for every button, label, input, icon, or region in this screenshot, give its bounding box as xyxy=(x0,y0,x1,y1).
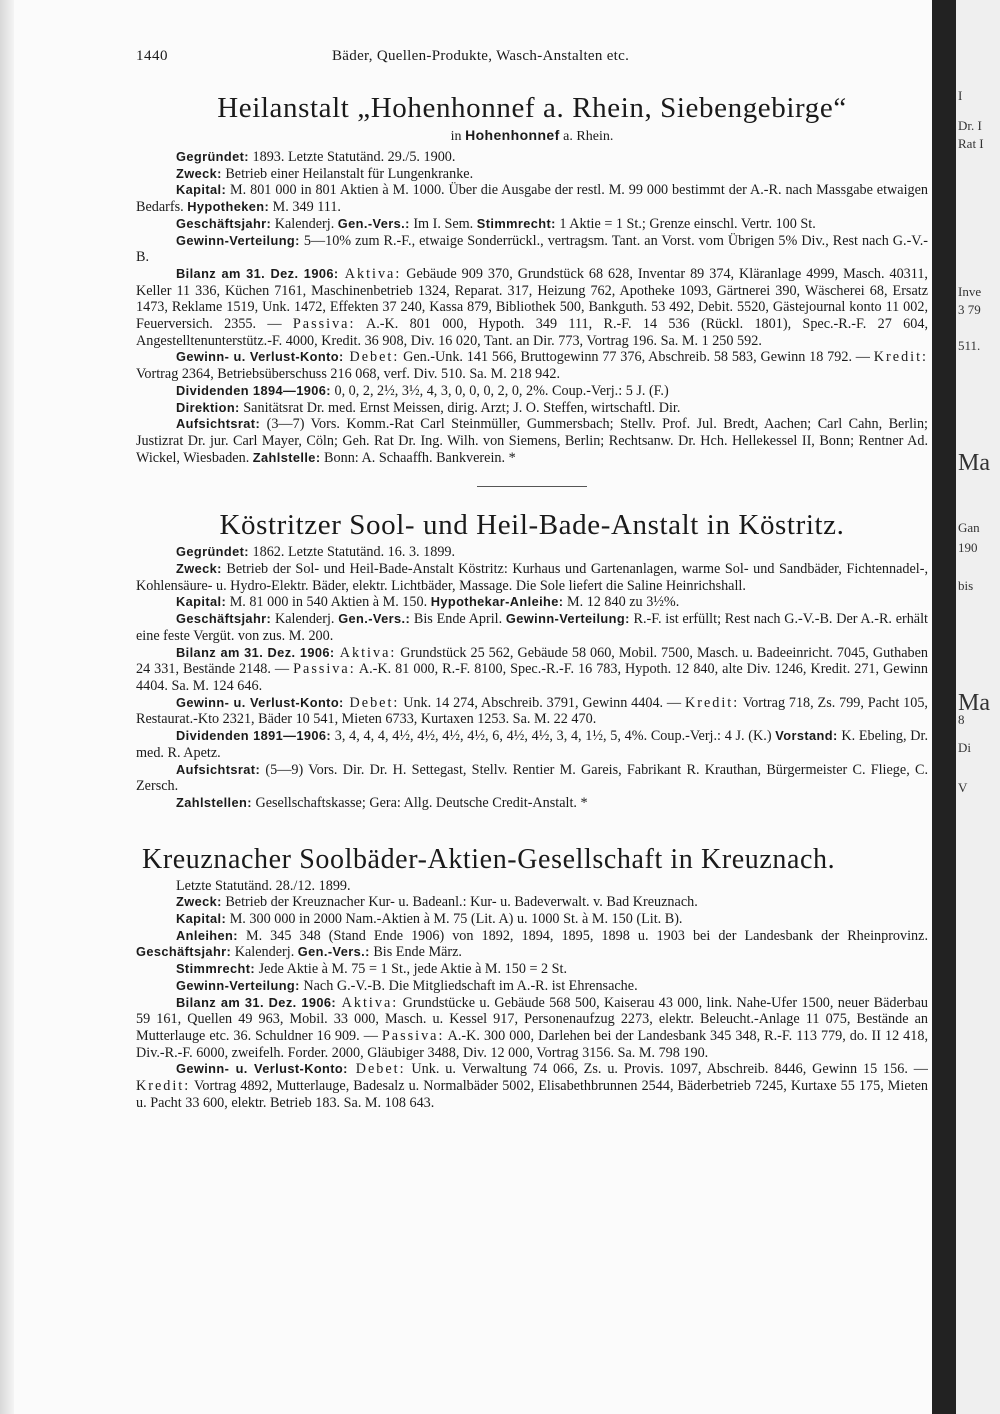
entry-paragraph xyxy=(136,978,928,995)
field-text: Vortrag 2364, Betriebsüberschuss 216 068, verf. Div. 510. Sa. M. 218 942. xyxy=(136,366,561,383)
field-text: Unk. u. Verwaltung 74 066, Zs. u. Provis. 1097, Abschreib. 8446, Gewinn 15 156. — xyxy=(405,1061,928,1078)
entry-paragraph xyxy=(136,166,928,183)
field-label: Bilanz am 31. Dez. 1906: xyxy=(176,265,339,281)
field-label: Gewinn-Verteilung: xyxy=(176,232,300,248)
field-label: Zahlstelle: xyxy=(252,449,321,465)
field-text: Gebäude 909 370, Grundstück 68 628, Inventar 89 374, Kläranlage 4999, Masch. 40311, Keller 11 336, Küchen 7161, Maschinenbetrieb 1324, Reparat. 317, Heizung 762, Apotheke 1093, Gärtnerei 390, Wäscherei 68, Ersatz 1473, Reklame 1519, Unk. 1472, Effekten 37 240, Kassa 879, Bibliothek 500, Bankguth. 53 492, Debit. 5520, Gästejournal konto 11 002, Feuerversich. 2355. — xyxy=(136,265,928,333)
section-keyword: Passiva: xyxy=(293,661,356,678)
field-text: M. 300 000 in 2000 Nam.-Aktien à M. 75 (Lit. A) u. 1000 St. à M. 150 (Lit. B). xyxy=(226,911,683,928)
section-divider xyxy=(477,486,587,487)
field-label: Gewinn- u. Verlust-Konto: xyxy=(176,694,344,710)
entry-paragraph xyxy=(136,911,928,928)
entry-paragraph xyxy=(136,1061,928,1111)
entry-paragraph xyxy=(136,961,928,978)
subtitle-place: Hohenhonnef xyxy=(465,127,560,143)
entry-title: Köstritzer Sool- und Heil-Bade-Anstalt in Köstritz. xyxy=(219,509,845,542)
running-title: Bäder, Quellen-Produkte, Wasch-Anstalten etc. xyxy=(332,48,630,64)
field-text: Kalenderj. xyxy=(231,944,298,961)
facing-page-fragment: 8 xyxy=(958,712,965,727)
section-keyword: Debet: xyxy=(343,349,400,366)
field-label: Zweck: xyxy=(176,165,222,181)
section-keyword: Kredit: xyxy=(136,1078,191,1095)
entry-body xyxy=(136,544,928,811)
field-text: M. 81 000 in 540 Aktien à M. 150. xyxy=(226,594,431,611)
field-label: Zweck: xyxy=(176,894,222,910)
field-text: 5—10% zum R.-F., etwaige Sonderrückl., vertragsm. Tant. an Vorst. vom Übrigen 5% Div., Rest nach G.-V.-B. xyxy=(136,232,928,266)
field-label: Geschäftsjahr: xyxy=(176,611,272,627)
field-label: Gen.-Vers.: xyxy=(297,944,370,960)
field-label: Bilanz am 31. Dez. 1906: xyxy=(176,994,337,1010)
field-label: Aufsichtsrat: xyxy=(176,416,261,432)
field-text: 3, 4, 4, 4, 4½, 4½, 4½, 4½, 6, 4½, 4½, 3, 4, 1½, 5, 4%. Coup.-Verj.: 4 J. (K.) xyxy=(331,728,776,745)
field-label: Gewinn- u. Verlust-Konto: xyxy=(176,1061,348,1077)
field-text: A.-K. 801 000, Hypoth. 349 111, R.-F. 14 536 (Rückl. 1801), Spec.-R.-F. 27 604, Angestelltenunterstütz.-F. 4000, Kredit. 36 908, Div. 16 020, Tant. an Dir. 773, Vortrag 196. Sa. M. 1 250 592. xyxy=(136,316,928,349)
field-text: Betrieb der Sol- und Heil-Bade-Anstalt Köstritz: Kurhaus und Gartenanlagen, warme Sol- und Sandbäder, Fichtennadel-, Kohlensäure- u. Hydro-Elektr. Bäder, elektr. Lichtbäder, Massage. Die Sole liefert die Saline Heinrichshall. xyxy=(136,561,928,594)
field-label: Gen.-Vers.: xyxy=(338,611,411,627)
section-keyword: Passiva: xyxy=(381,1027,445,1044)
subtitle-suffix: a. Rhein. xyxy=(563,129,614,144)
field-text: 1893. Letzte Statutänd. 29./5. 1900. xyxy=(248,149,456,165)
facing-page-fragment: I xyxy=(958,88,963,103)
entry-paragraph xyxy=(136,728,928,761)
entry-paragraph xyxy=(136,878,928,895)
field-text: Gesellschaftskasse; Gera: Allg. Deutsche Credit-Anstalt. * xyxy=(251,794,588,811)
section-keyword: Kredit: xyxy=(873,349,928,366)
entry-paragraph xyxy=(136,594,928,611)
entry-paragraph xyxy=(136,544,928,561)
field-text: Betrieb der Kreuznacher Kur- u. Badeanl.: Kur- u. Badeverwalt. v. Bad Kreuznach. xyxy=(221,894,698,911)
field-text: Bonn: A. Schaaffh. Bankverein. * xyxy=(320,449,516,466)
entry-paragraph xyxy=(136,894,928,911)
field-label: Stimmrecht: xyxy=(176,961,256,977)
entry-body xyxy=(136,149,928,466)
field-label: Vorstand: xyxy=(775,728,838,744)
field-text: A.-K. 300 000, Darlehen bei der Landesbank 345 348, R.-F. 113 779, do. II 12 418, Div.-R.-F. 6000, zweifelh. Forder. 2000, Gläubiger 3488, Div. 12 000, Vortrag 3156. Sa. M. 798 190. xyxy=(136,1027,928,1061)
entry-subtitle xyxy=(136,127,928,145)
field-text: 1862. Letzte Statutänd. 16. 3. 1899. xyxy=(248,544,456,561)
entry-paragraph xyxy=(136,383,928,400)
section-keyword: Debet: xyxy=(343,694,400,711)
field-text: A.-K. 81 000, R.-F. 8100, Spec.-R.-F. 16 783, Hypoth. 12 840, alte Div. 1246, Kredit. 271, Gewinn 4404. Sa. M. 124 646. xyxy=(136,661,928,694)
field-label: Gen.-Vers.: xyxy=(337,215,410,231)
entry-paragraph xyxy=(136,216,928,233)
field-label: Anleihen: xyxy=(176,927,238,943)
field-text: (5—9) Vors. Dir. Dr. H. Settegast, Stellv. Rentier M. Gareis, Fabrikant R. Krauthan, Bürgermeister C. Fliege, C. Zersch. xyxy=(136,761,928,795)
field-text: Sanitätsrat Dr. med. Ernst Meissen, dirig. Arzt; J. O. Steffen, wirtschaftl. Dir. xyxy=(239,399,681,416)
page-number: 1440 xyxy=(136,48,168,64)
section-keyword: Aktiva: xyxy=(338,265,402,282)
field-text: Bis Ende März. xyxy=(369,944,462,961)
field-label: Bilanz am 31. Dez. 1906: xyxy=(176,644,335,660)
field-text: Im I. Sem. xyxy=(409,215,477,232)
field-text: Kalenderj. xyxy=(271,611,339,628)
entry-paragraph xyxy=(136,416,928,466)
section-keyword: Passiva: xyxy=(292,316,356,333)
field-label: Kapital: xyxy=(176,182,227,198)
field-label: Hypotheken: xyxy=(187,199,270,215)
field-text: Kalenderj. xyxy=(271,215,338,232)
field-label: Zweck: xyxy=(176,561,222,577)
entry-paragraph xyxy=(136,695,928,728)
facing-page-fragment: 190 xyxy=(958,540,978,555)
section-keyword: Aktiva: xyxy=(334,644,397,661)
field-label: Gewinn-Verteilung: xyxy=(505,611,630,627)
field-label: Dividenden 1891—1906: xyxy=(176,728,332,744)
field-label: Dividenden 1894—1906: xyxy=(176,382,331,398)
running-head xyxy=(136,40,928,70)
section-keyword: Debet: xyxy=(347,1061,406,1078)
entry-paragraph xyxy=(136,611,928,644)
entry-paragraph xyxy=(136,182,928,215)
field-text: Vortrag 718, Zs. 799, Pacht 105, Restaurat.-Kto 2321, Bäder 10 541, Mieten 6733, Kurtaxen 1253. Sa. M. 22 470. xyxy=(136,694,928,728)
field-text: M. 801 000 in 801 Aktien à M. 1000. Über die Ausgabe der restl. M. 99 000 bestimmt der A.-R. nach Massgabe etwaigen Bedarfs. xyxy=(136,182,928,216)
facing-page-fragment: bis xyxy=(958,578,974,593)
field-text: Vortrag 4892, Mutterlauge, Badesalz u. Normalbäder 5002, Elisabethbrunnen 2544, Bäderbetrieb 7245, Kurtaxe 55 175, Mieten u. Pacht 33 600, elektr. Betrieb 183. Sa. M. 108 643. xyxy=(136,1078,928,1111)
field-text: M. 349 111. xyxy=(269,199,341,216)
entry-hohenhonnef xyxy=(136,92,928,466)
field-text: Grundstück 25 562, Gebäude 58 060, Mobil. 7500, Masch. u. Badeeinricht. 7045, Guthaben 24 331, Bestände 2148. — xyxy=(136,644,928,678)
facing-page-fragment: 3 79 xyxy=(958,302,981,317)
entry-koestritz xyxy=(136,509,928,811)
facing-page-fragment: Di xyxy=(958,740,971,755)
field-text: R.-F. ist erfüllt; Rest nach G.-V.-B. Der A.-R. erhält eine feste Vergüt. von zus. M. 200. xyxy=(136,611,928,644)
field-text: Bis Ende April. xyxy=(410,611,506,628)
field-text: (3—7) Vors. Komm.-Rat Carl Steinmüller, Gummersbach; Stellv. Prof. Jul. Bredt, Aachen; Carl Cahn, Berlin; Justizrat Dr. jur. Carl Mayer, Cöln; Geh. Rat Dr. Ing. Wilh. von Siemens, Berlin; Rechtsanw. Dr. Hch. Hellekessel II, Bonn; Rentner Ad. Wickel, Wiesbaden. xyxy=(136,416,928,466)
text-column xyxy=(136,40,928,1390)
field-label: Geschäftsjahr: xyxy=(176,215,272,231)
field-label: Gegründet: xyxy=(176,544,249,560)
subtitle-prefix: in xyxy=(450,129,462,144)
field-text: 0, 0, 2, 2½, 3½, 4, 3, 0, 0, 0, 2, 0, 2%. Coup.-Verj.: 5 J. (F.) xyxy=(330,382,669,399)
facing-page-fragment: Gan xyxy=(958,520,980,535)
entry-title: Heilanstalt „Hohenhonnef a. Rhein, Siebengebirge“ xyxy=(217,92,847,124)
entry-paragraph xyxy=(136,762,928,795)
facing-page-edge xyxy=(956,0,1000,1414)
field-label: Direktion: xyxy=(176,399,240,415)
field-label: Stimmrecht: xyxy=(476,215,556,231)
facing-page-fragment: V xyxy=(958,780,968,795)
section-keyword: Aktiva: xyxy=(336,994,399,1011)
field-text: Letzte Statutänd. 28./12. 1899. xyxy=(176,877,351,894)
facing-page-fragment: Dr. I xyxy=(958,118,982,133)
field-label: Kapital: xyxy=(176,594,227,610)
entry-paragraph xyxy=(136,928,928,961)
entry-paragraph xyxy=(136,233,928,266)
facing-page-fragment: Inve xyxy=(958,284,982,299)
field-label: Gegründet: xyxy=(176,149,249,164)
field-text: Grundstücke u. Gebäude 568 500, Kaiserau 43 000, link. Nahe-Ufer 1500, neuer Bäderbau 59 161, Quellen 49 963, Mobil. 33 000, Masch. u. Kessel 917, Personenaufzug 2273, elektr. Beleucht.-Anlage 11 075, Bestände an Mutterlauge etc. 36. Schuldner 16 909. — xyxy=(136,994,928,1044)
field-label: Aufsichtsrat: xyxy=(176,761,261,777)
field-label: Hypothekar-Anleihe: xyxy=(430,594,564,610)
entry-paragraph xyxy=(136,995,928,1062)
facing-page-fragment: Ma xyxy=(958,690,990,716)
field-label: Geschäftsjahr: xyxy=(136,944,232,960)
field-text: Jede Aktie à M. 75 = 1 St., jede Aktie à M. 150 = 2 St. xyxy=(255,961,568,978)
page-gutter xyxy=(0,0,14,1414)
facing-page-fragment: Rat I xyxy=(958,136,984,151)
field-text: M. 345 348 (Stand Ende 1906) von 1892, 1894, 1895, 1898 u. 1903 bei der Landesbank der Rheinprovinz. xyxy=(237,927,928,944)
entry-title: Kreuznacher Soolbäder-Aktien-Gesellschaft in Kreuznach. xyxy=(142,843,836,875)
section-keyword: Kredit: xyxy=(684,694,740,711)
entry-paragraph xyxy=(136,349,928,382)
entry-paragraph xyxy=(136,400,928,417)
field-text: Unk. 14 274, Abschreib. 3791, Gewinn 4404. — xyxy=(399,694,685,711)
field-text: Gen.-Unk. 141 566, Bruttogewinn 77 376, Abschreib. 58 583, Gewinn 18 792. — xyxy=(399,349,874,366)
entry-paragraph xyxy=(136,149,928,166)
entry-body xyxy=(136,878,928,1112)
field-text: 1 Aktie = 1 St.; Grenze einschl. Vertr. 100 St. xyxy=(555,215,816,232)
field-label: Gewinn-Verteilung: xyxy=(176,977,300,993)
field-label: Gewinn- u. Verlust-Konto: xyxy=(176,349,344,365)
field-text: Betrieb einer Heilanstalt für Lungenkranke. xyxy=(221,165,474,182)
facing-page-fragment: 511. xyxy=(958,338,981,353)
field-label: Kapital: xyxy=(176,911,227,927)
field-label: Zahlstellen: xyxy=(176,794,252,810)
entry-kreuznach xyxy=(136,844,928,1112)
field-text: Nach G.-V.-B. Die Mitgliedschaft im A.-R. ist Ehrensache. xyxy=(299,977,638,994)
entry-paragraph xyxy=(136,266,928,350)
book-spine xyxy=(932,0,956,1414)
entry-paragraph xyxy=(136,795,928,812)
field-text: K. Ebeling, Dr. med. R. Apetz. xyxy=(136,728,928,761)
facing-page-fragment: Ma xyxy=(958,450,990,476)
entry-paragraph xyxy=(136,645,928,695)
field-text: M. 12 840 zu 3½%. xyxy=(563,594,680,611)
entry-paragraph xyxy=(136,561,928,594)
